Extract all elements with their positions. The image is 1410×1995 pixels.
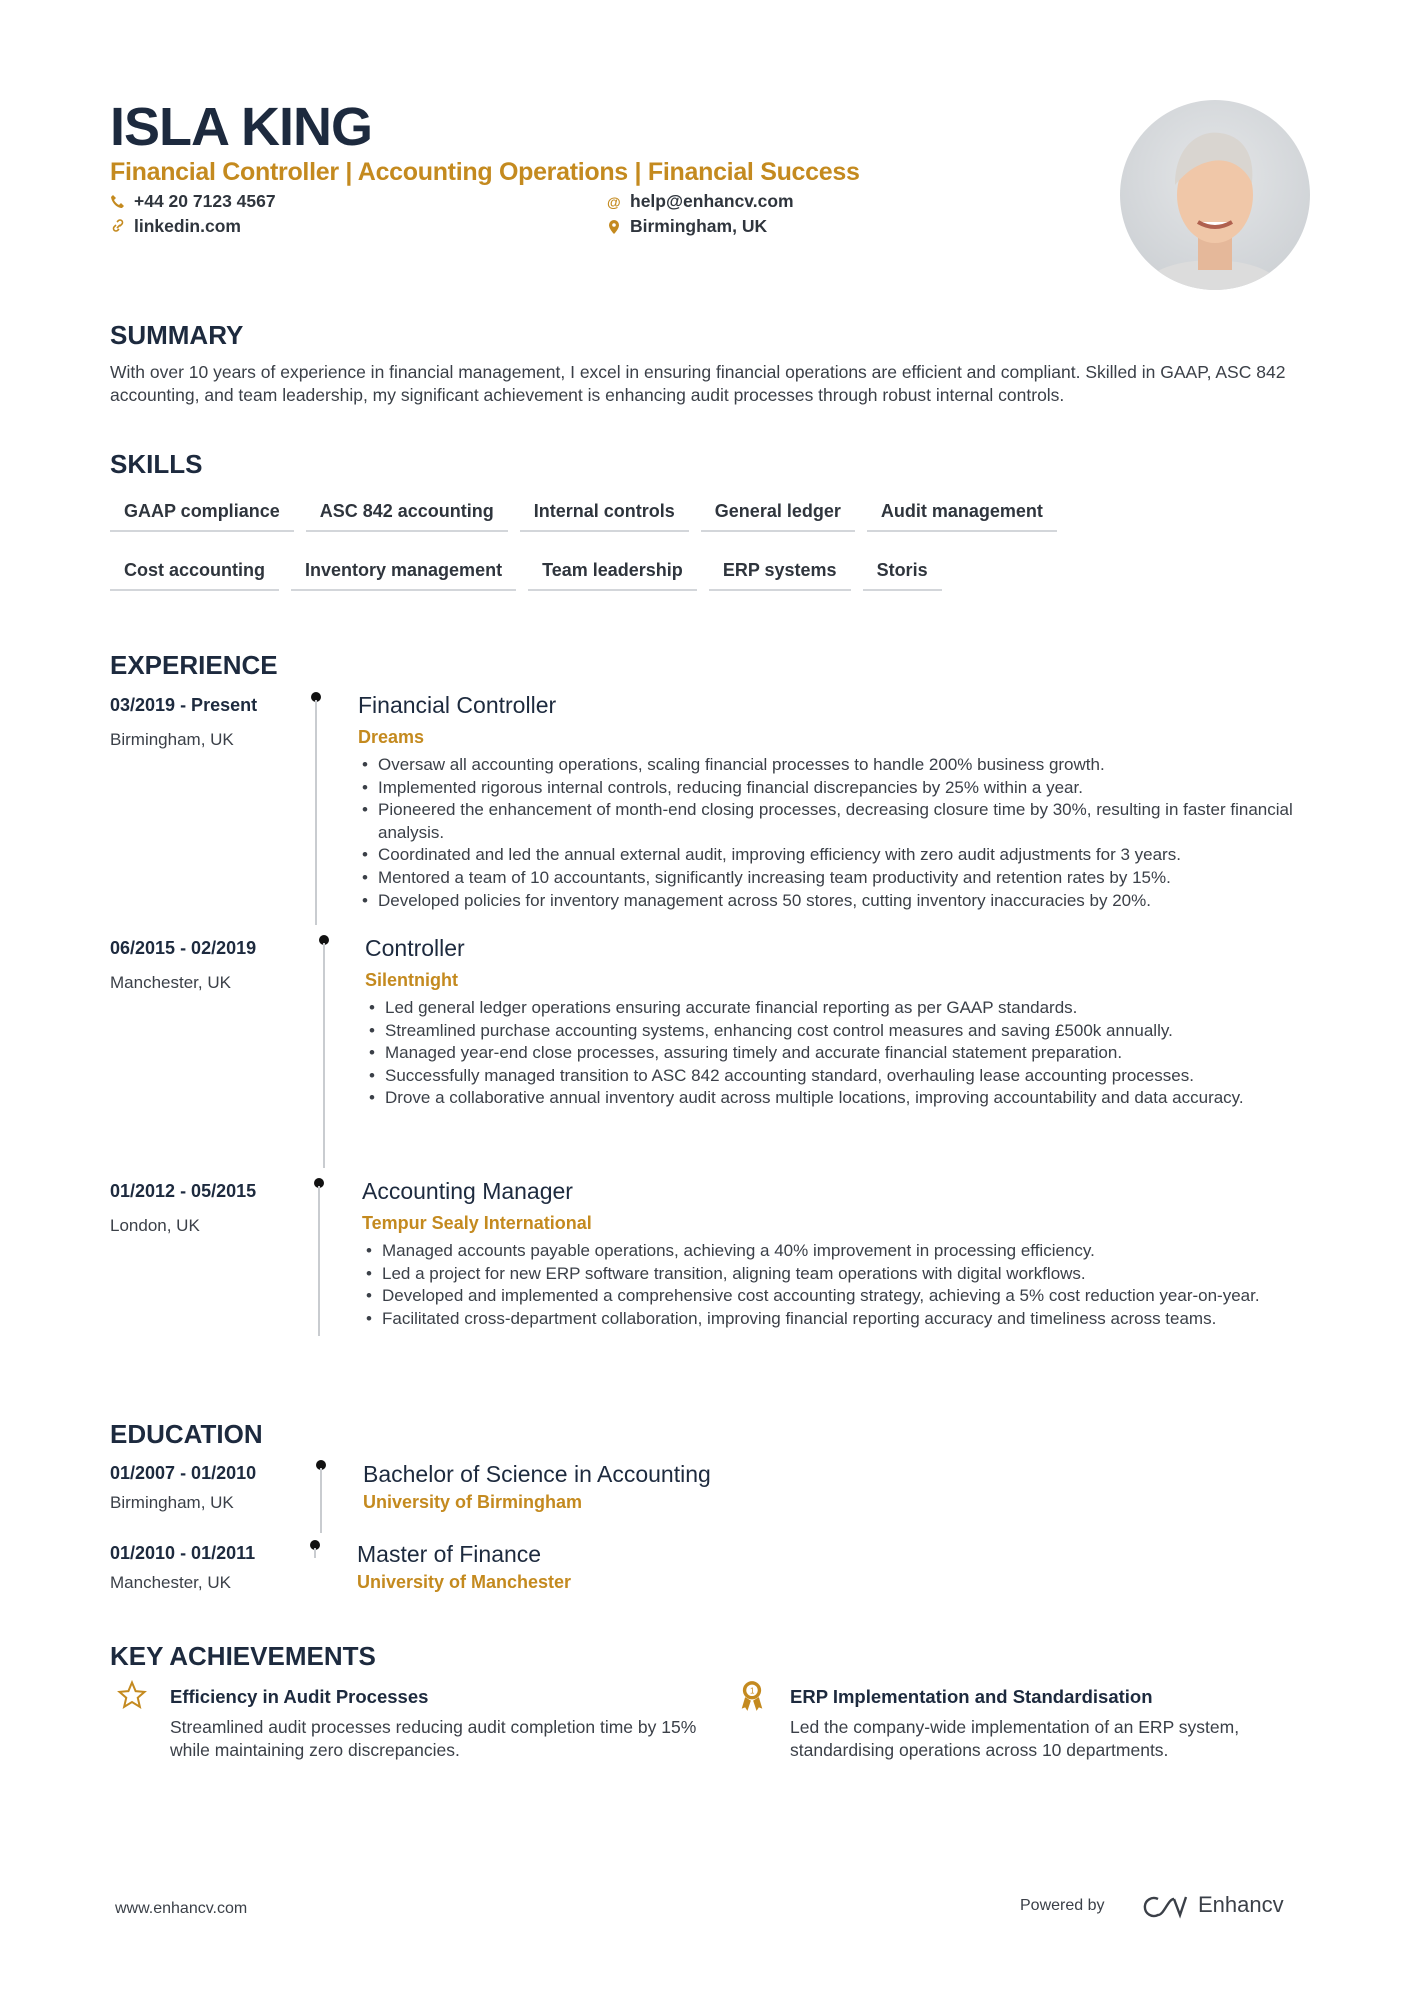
skill-tag: GAAP compliance	[110, 501, 294, 532]
powered-by-label: Powered by	[1020, 1897, 1105, 1914]
skill-tag: Team leadership	[528, 560, 697, 591]
contact-linkedin[interactable]	[110, 216, 241, 237]
job-title: Accounting Manager	[362, 1178, 573, 1204]
timeline-line	[323, 943, 325, 1168]
at-icon	[606, 194, 622, 210]
footer-website[interactable]: www.enhancv.com	[115, 1900, 248, 1917]
timeline-line	[315, 700, 317, 925]
contact-location	[606, 216, 767, 237]
skill-tag: ERP systems	[709, 560, 851, 591]
email-link[interactable]: help@enhancv.com	[630, 191, 794, 211]
achievement-title: Efficiency in Audit Processes	[170, 1686, 429, 1707]
phone-text: +44 20 7123 4567	[134, 191, 276, 211]
job-location: Manchester, UK	[110, 973, 231, 992]
job-entry	[365, 935, 1315, 1110]
bullet: • Coordinated and led the annual external audit, improving efficiency with zero audit adjustments for 3 years.	[358, 844, 1308, 867]
location-text: Birmingham, UK	[630, 216, 768, 236]
job-entry	[358, 692, 1308, 912]
bullet: • Implemented rigorous internal controls, reducing financial discrepancies by 25% within a year.	[358, 777, 1308, 800]
bullet: • Successfully managed transition to ASC 842 accounting standard, overhauling lease accounting processes.	[365, 1065, 1315, 1088]
bullet: • Mentored a team of 10 accountants, significantly increasing team productivity and retention rates by 15%.	[358, 867, 1308, 890]
award-ribbon-icon	[738, 1680, 766, 1712]
bullet: • Developed and implemented a comprehensive cost accounting strategy, achieving a 5% cost reduction year-on-year.	[362, 1285, 1312, 1308]
contact-email[interactable]	[606, 191, 794, 212]
job-location: Birmingham, UK	[110, 730, 234, 749]
phone-icon	[110, 194, 126, 210]
school: University of Manchester	[357, 1572, 572, 1592]
candidate-name: ISLA KING	[110, 97, 373, 157]
skills-row-1	[110, 501, 1057, 532]
education-heading: EDUCATION	[110, 1419, 263, 1449]
bullet: • Developed policies for inventory management across 50 stores, cutting inventory inaccuracies by 20%.	[358, 890, 1308, 913]
skills-row-2	[110, 560, 942, 591]
achievements-heading: KEY ACHIEVEMENTS	[110, 1641, 376, 1671]
school: University of Birmingham	[363, 1492, 583, 1512]
job-bullets	[365, 997, 1315, 1110]
job-location: London, UK	[110, 1216, 200, 1235]
bullet: • Streamlined purchase accounting systems, enhancing cost control measures and saving £500k annually.	[365, 1020, 1315, 1043]
bullet: • Drove a collaborative annual inventory audit across multiple locations, improving accountability and data accuracy.	[365, 1087, 1315, 1110]
location-pin-icon	[606, 219, 622, 235]
experience-heading: EXPERIENCE	[110, 650, 278, 680]
job-dates: 06/2015 - 02/2019	[110, 938, 257, 958]
job-bullets	[362, 1240, 1312, 1330]
skills-heading: SKILLS	[110, 449, 203, 479]
bullet: • Facilitated cross-department collaboration, improving financial reporting accuracy and timeliness across teams.	[362, 1308, 1312, 1331]
bullet: • Led general ledger operations ensuring accurate financial reporting as per GAAP standards.	[365, 997, 1315, 1020]
job-entry	[362, 1178, 1312, 1330]
summary-heading: SUMMARY	[110, 320, 244, 350]
company-name: Tempur Sealy International	[362, 1213, 592, 1233]
skill-tag: Inventory management	[291, 560, 516, 591]
timeline-line	[318, 1186, 320, 1336]
job-dates: 01/2012 - 05/2015	[110, 1181, 257, 1201]
svg-text:1: 1	[750, 1686, 755, 1696]
skill-tag: Audit management	[867, 501, 1057, 532]
achievement-desc: Led the company-wide implementation of an ERP system, standardising operations across 10 departments.	[790, 1717, 1240, 1760]
company-name: Dreams	[358, 727, 425, 747]
bullet: • Managed accounts payable operations, achieving a 40% improvement in processing efficiency.	[362, 1240, 1312, 1263]
linkedin-link[interactable]: linkedin.com	[134, 216, 241, 236]
edu-location: Manchester, UK	[110, 1573, 231, 1592]
edu-dates: 01/2010 - 01/2011	[110, 1543, 256, 1563]
achievement-desc: Streamlined audit processes reducing audit completion time by 15% while maintaining zero discrepancies.	[170, 1717, 697, 1760]
skill-tag: Cost accounting	[110, 560, 279, 591]
timeline-line	[320, 1468, 322, 1533]
degree: Master of Finance	[357, 1541, 542, 1567]
edu-location: Birmingham, UK	[110, 1493, 234, 1512]
star-icon	[117, 1680, 147, 1710]
candidate-headline: Financial Controller | Accounting Operations | Financial Success	[110, 158, 860, 186]
summary-text: With over 10 years of experience in financial management, I excel in ensuring financial operations are efficient and compliant. Skilled in GAAP, ASC 842 accounting, and team leadership, my significant achievement is enhancing audit processes through robust internal controls.	[110, 362, 1286, 405]
job-dates: 03/2019 - Present	[110, 695, 258, 715]
company-name: Silentnight	[365, 970, 458, 990]
skill-tag: General ledger	[701, 501, 855, 532]
skill-tag: Storis	[863, 560, 942, 591]
contact-phone	[110, 191, 276, 212]
svg-text:@: @	[607, 193, 621, 210]
skill-tag: ASC 842 accounting	[306, 501, 508, 532]
job-bullets	[358, 754, 1308, 912]
enhancv-logo-icon	[1140, 1893, 1188, 1921]
edu-dates: 01/2007 - 01/2010	[110, 1463, 257, 1483]
degree: Bachelor of Science in Accounting	[363, 1461, 711, 1487]
bullet: • Oversaw all accounting operations, scaling financial processes to handle 200% business growth.	[358, 754, 1308, 777]
job-title: Financial Controller	[358, 692, 557, 718]
job-title: Controller	[365, 935, 465, 961]
bullet: • Managed year-end close processes, assuring timely and accurate financial statement preparation.	[365, 1042, 1315, 1065]
bullet: • Pioneered the enhancement of month-end closing processes, decreasing closure time by 30%, resulting in faster financial analysis.	[358, 799, 1308, 844]
link-icon	[110, 219, 126, 235]
profile-photo	[1120, 100, 1310, 290]
enhancv-brand: Enhancv	[1198, 1892, 1284, 1917]
achievement-title: ERP Implementation and Standardisation	[790, 1686, 1153, 1707]
bullet: • Led a project for new ERP software transition, aligning team operations with digital workflows.	[362, 1263, 1312, 1286]
skill-tag: Internal controls	[520, 501, 689, 532]
timeline-line	[314, 1548, 316, 1558]
